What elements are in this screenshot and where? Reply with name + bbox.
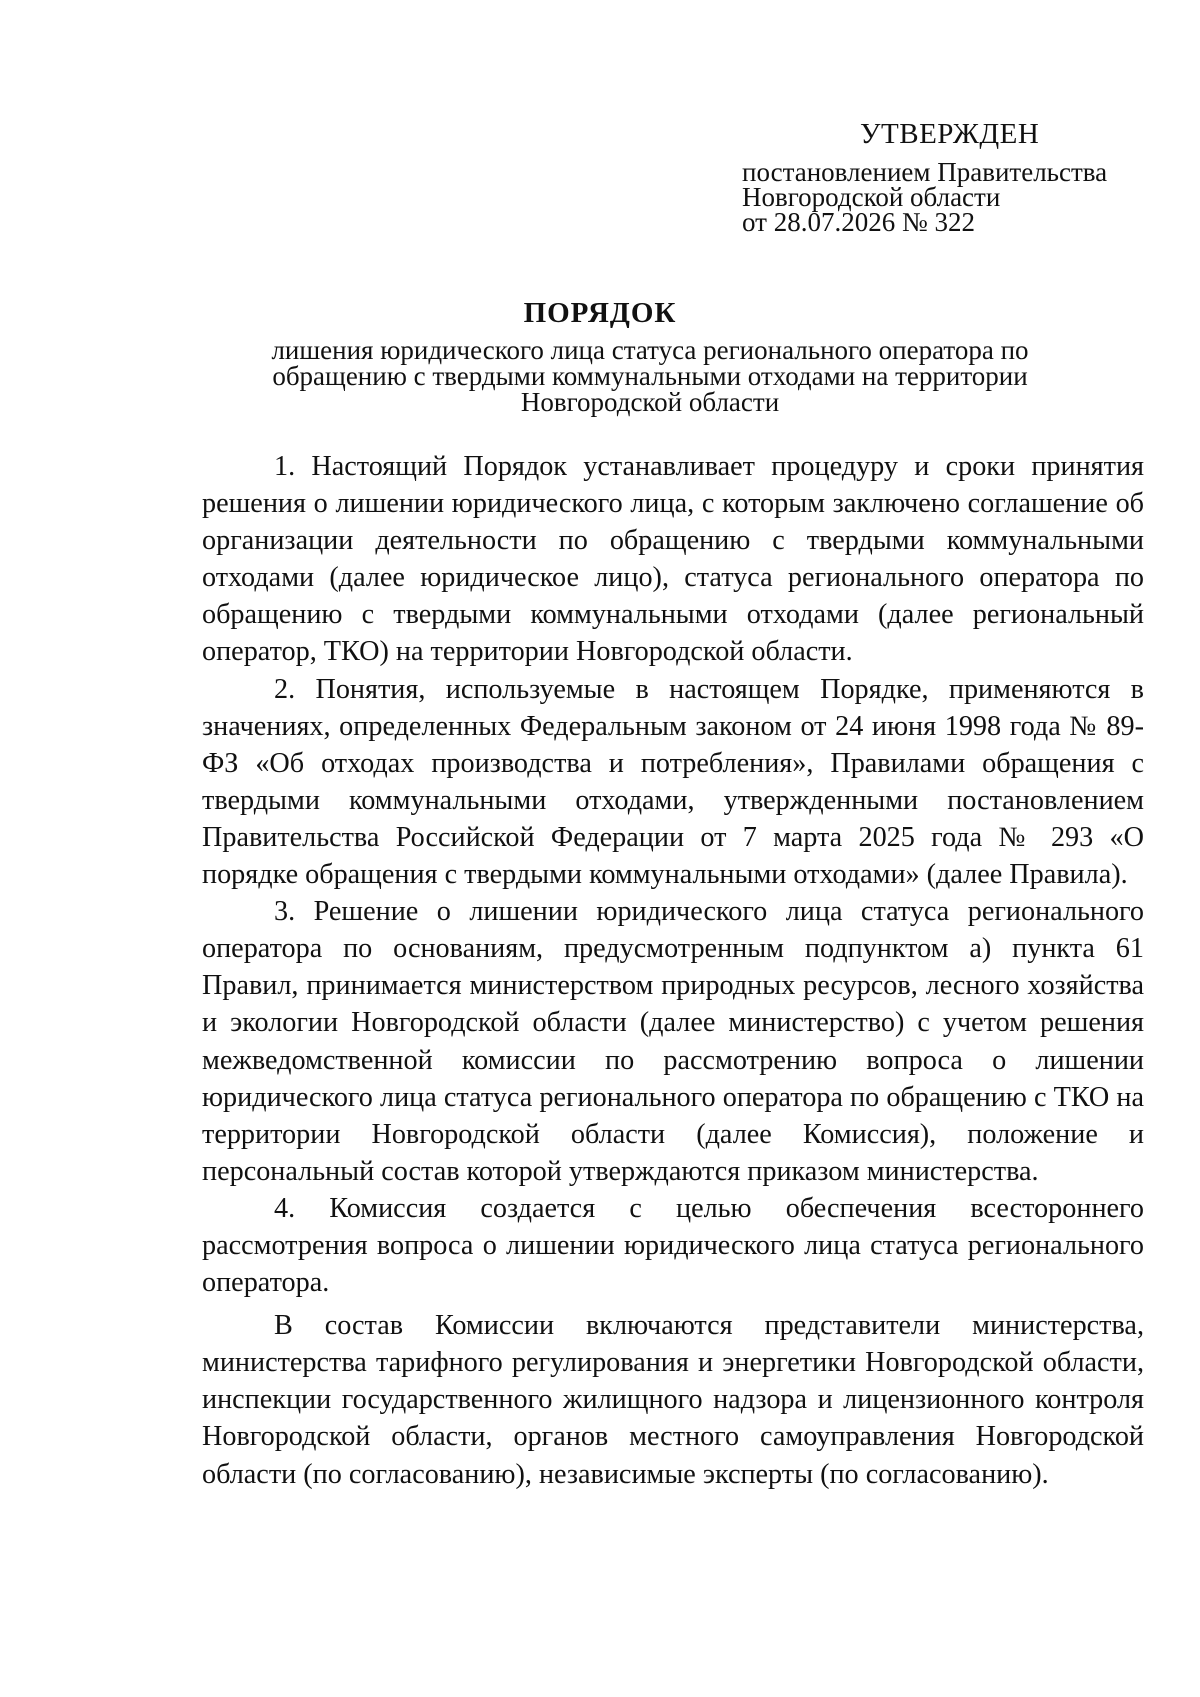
paragraph-2: 2. Понятия, используемые в настоящем Порядке, применяются в значениях, определенных Федеральным законом от 24 июня 1998 года № 89-ФЗ «Об отходах производства и потребления», Правилами обращения с твердыми коммунальными отходами, утвержденными постановлением Правительства Российской Федерации от 7 марта 2025 года № 293 «О порядке обращения с твердыми коммунальными отходами» (далее Правила). bbox=[202, 673, 1144, 891]
document-heading: ПОРЯДОК bbox=[523, 297, 677, 329]
subheading-line: обращению с твердыми коммунальными отходами на территории bbox=[272, 361, 1028, 391]
paragraph-4: 4. Комиссия создается с целью обеспечения всестороннего рассмотрения вопроса о лишении юридического лица статуса регионального оператора. bbox=[202, 1192, 1144, 1299]
paragraph-5: В состав Комиссии включаются представители министерства, министерства тарифного регулирования и энергетики Новгородской области, инспекции государственного жилищного надзора и лицензионного контроля Новгородской области, органов местного самоуправления Новгородской области (по согласованию), независимые эксперты (по согласованию). bbox=[202, 1310, 1144, 1490]
document-body bbox=[202, 448, 1144, 1493]
approval-stamp bbox=[742, 118, 1162, 235]
document-subheading bbox=[200, 337, 1100, 415]
approval-details bbox=[742, 157, 1162, 237]
subheading-line: Новгородской области bbox=[520, 387, 780, 417]
paragraph-1: 1. Настоящий Порядок устанавливает процедуру и сроки принятия решения о лишении юридического лица, с которым заключено соглашение об организации деятельности по обращению с твердыми коммунальными отходами (далее юридическое лицо), статуса регионального оператора по обращению с твердыми коммунальными отходами (далее региональный оператор, ТКО) на территории Новгородской области. bbox=[202, 451, 1144, 668]
approval-line-region: Новгородской области bbox=[742, 182, 1001, 212]
paragraph-3: 3. Решение о лишении юридического лица статуса регионального оператора по основаниям, предусмотренным подпунктом а) пункта 61 Правил, принимается министерством природных ресурсов, лесного хозяйства и экологии Новгородской области (далее министерство) с учетом решения межведомственной комиссии по рассмотрению вопроса о лишении юридического лица статуса регионального оператора по обращению с ТКО на территории Новгородской области (далее Комиссия), положение и персональный состав которой утверждаются приказом министерства. bbox=[202, 896, 1144, 1187]
approval-title: УТВЕРЖДЕН bbox=[860, 118, 1040, 150]
subheading-line: лишения юридического лица статуса регионального оператора по bbox=[271, 335, 1029, 365]
approval-line-decree: постановлением Правительства bbox=[742, 157, 1108, 187]
approval-line-date: от 28.07.2026 № 322 bbox=[742, 207, 975, 237]
